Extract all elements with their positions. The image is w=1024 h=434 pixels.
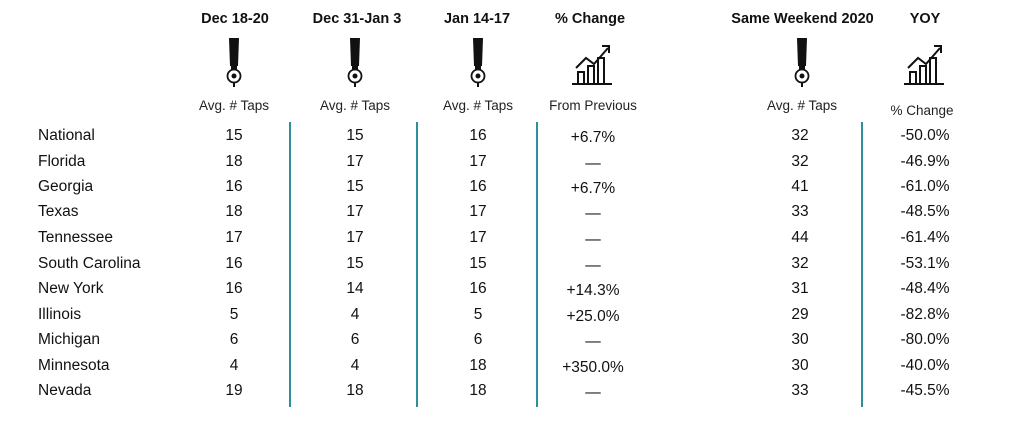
subheader-yoy-change: % Change bbox=[890, 103, 954, 118]
state-name: Michigan bbox=[38, 331, 101, 348]
table-row bbox=[0, 152, 1024, 178]
dec-18-20-value: 16 bbox=[225, 178, 243, 195]
pct-change-value: — bbox=[585, 231, 601, 248]
same-weekend-2020-value: 31 bbox=[791, 280, 809, 297]
same-weekend-2020-value: 30 bbox=[791, 357, 809, 374]
growth-chart-icon bbox=[570, 40, 614, 88]
yoy-change-value: -61.0% bbox=[900, 178, 950, 195]
beer-tap-icon bbox=[224, 36, 244, 88]
dec-31-jan-3-value: 17 bbox=[346, 229, 364, 246]
dec-31-jan-3-value: 4 bbox=[350, 357, 360, 374]
subheader-avg-taps-4: Avg. # Taps bbox=[766, 98, 838, 113]
dec-31-jan-3-value: 6 bbox=[350, 331, 360, 348]
state-name: South Carolina bbox=[38, 255, 141, 272]
dec-31-jan-3-value: 18 bbox=[346, 382, 364, 399]
dec-31-jan-3-value: 17 bbox=[346, 203, 364, 220]
pct-change-value: — bbox=[585, 384, 601, 401]
jan-14-17-value: 17 bbox=[469, 203, 487, 220]
yoy-change-value: -48.4% bbox=[900, 280, 950, 297]
table-row bbox=[0, 279, 1024, 305]
jan-14-17-value: 16 bbox=[469, 178, 487, 195]
same-weekend-2020-value: 32 bbox=[791, 153, 809, 170]
yoy-change-value: -50.0% bbox=[900, 127, 950, 144]
yoy-change-value: -46.9% bbox=[900, 153, 950, 170]
pct-change-value: +6.7% bbox=[570, 180, 616, 197]
same-weekend-2020-value: 32 bbox=[791, 127, 809, 144]
state-name: Texas bbox=[38, 203, 79, 220]
column-header-dec-31-jan-3: Dec 31-Jan 3 bbox=[312, 11, 402, 27]
yoy-change-value: -61.4% bbox=[900, 229, 950, 246]
pct-change-value: +6.7% bbox=[570, 129, 616, 146]
dec-18-20-value: 19 bbox=[225, 382, 243, 399]
column-header-same-weekend-2020: Same Weekend 2020 bbox=[731, 11, 874, 27]
jan-14-17-value: 15 bbox=[469, 255, 487, 272]
yoy-change-value: -53.1% bbox=[900, 255, 950, 272]
jan-14-17-value: 5 bbox=[473, 306, 483, 323]
same-weekend-2020-value: 41 bbox=[791, 178, 809, 195]
pct-change-value: — bbox=[585, 205, 601, 222]
pct-change-value: +14.3% bbox=[566, 282, 620, 299]
yoy-change-value: -82.8% bbox=[900, 306, 950, 323]
dec-18-20-value: 6 bbox=[229, 331, 239, 348]
table-row bbox=[0, 254, 1024, 280]
table-row bbox=[0, 381, 1024, 407]
pct-change-value: — bbox=[585, 257, 601, 274]
pct-change-value: +350.0% bbox=[562, 359, 624, 376]
state-name: New York bbox=[38, 280, 104, 297]
state-name: Nevada bbox=[38, 382, 92, 399]
yoy-change-value: -80.0% bbox=[900, 331, 950, 348]
pct-change-value: — bbox=[585, 155, 601, 172]
state-name: Georgia bbox=[38, 178, 94, 195]
state-name: Minnesota bbox=[38, 357, 110, 374]
yoy-change-value: -45.5% bbox=[900, 382, 950, 399]
state-name: Illinois bbox=[38, 306, 82, 323]
pct-change-value: — bbox=[585, 333, 601, 350]
dec-18-20-value: 5 bbox=[229, 306, 239, 323]
jan-14-17-value: 16 bbox=[469, 127, 487, 144]
beer-tap-icon bbox=[345, 36, 365, 88]
dec-31-jan-3-value: 4 bbox=[350, 306, 360, 323]
dec-31-jan-3-value: 17 bbox=[346, 153, 364, 170]
dec-18-20-value: 18 bbox=[225, 153, 243, 170]
jan-14-17-value: 6 bbox=[473, 331, 483, 348]
dec-18-20-value: 17 bbox=[225, 229, 243, 246]
dec-18-20-value: 16 bbox=[225, 255, 243, 272]
state-name: Tennessee bbox=[38, 229, 113, 246]
table-row bbox=[0, 305, 1024, 331]
subheader-from-previous: From Previous bbox=[549, 98, 637, 113]
beer-tap-icon bbox=[468, 36, 488, 88]
state-name: National bbox=[38, 127, 95, 144]
column-header-dec-18-20: Dec 18-20 bbox=[201, 11, 269, 27]
dec-18-20-value: 18 bbox=[225, 203, 243, 220]
beer-tap-icon bbox=[792, 36, 812, 88]
dec-18-20-value: 16 bbox=[225, 280, 243, 297]
subheader-avg-taps-1: Avg. # Taps bbox=[198, 98, 270, 113]
dec-31-jan-3-value: 14 bbox=[346, 280, 364, 297]
same-weekend-2020-value: 29 bbox=[791, 306, 809, 323]
yoy-change-value: -40.0% bbox=[900, 357, 950, 374]
same-weekend-2020-value: 33 bbox=[791, 382, 809, 399]
same-weekend-2020-value: 33 bbox=[791, 203, 809, 220]
jan-14-17-value: 17 bbox=[469, 153, 487, 170]
table-row bbox=[0, 202, 1024, 228]
dec-31-jan-3-value: 15 bbox=[346, 255, 364, 272]
jan-14-17-value: 18 bbox=[469, 382, 487, 399]
same-weekend-2020-value: 32 bbox=[791, 255, 809, 272]
table-row bbox=[0, 356, 1024, 382]
dec-31-jan-3-value: 15 bbox=[346, 127, 364, 144]
column-header-pct-change: % Change bbox=[554, 11, 626, 27]
table-row bbox=[0, 177, 1024, 203]
same-weekend-2020-value: 44 bbox=[791, 229, 809, 246]
yoy-change-value: -48.5% bbox=[900, 203, 950, 220]
state-name: Florida bbox=[38, 153, 86, 170]
jan-14-17-value: 16 bbox=[469, 280, 487, 297]
dec-18-20-value: 4 bbox=[229, 357, 239, 374]
dec-18-20-value: 15 bbox=[225, 127, 243, 144]
jan-14-17-value: 17 bbox=[469, 229, 487, 246]
pct-change-value: +25.0% bbox=[566, 308, 620, 325]
dec-31-jan-3-value: 15 bbox=[346, 178, 364, 195]
table-row bbox=[0, 330, 1024, 356]
subheader-avg-taps-3: Avg. # Taps bbox=[442, 98, 514, 113]
jan-14-17-value: 18 bbox=[469, 357, 487, 374]
column-header-jan-14-17: Jan 14-17 bbox=[443, 11, 511, 27]
growth-chart-icon bbox=[902, 40, 946, 88]
table-row bbox=[0, 228, 1024, 254]
table-row bbox=[0, 126, 1024, 152]
same-weekend-2020-value: 30 bbox=[791, 331, 809, 348]
column-header-yoy: YOY bbox=[909, 11, 941, 27]
subheader-avg-taps-2: Avg. # Taps bbox=[319, 98, 391, 113]
